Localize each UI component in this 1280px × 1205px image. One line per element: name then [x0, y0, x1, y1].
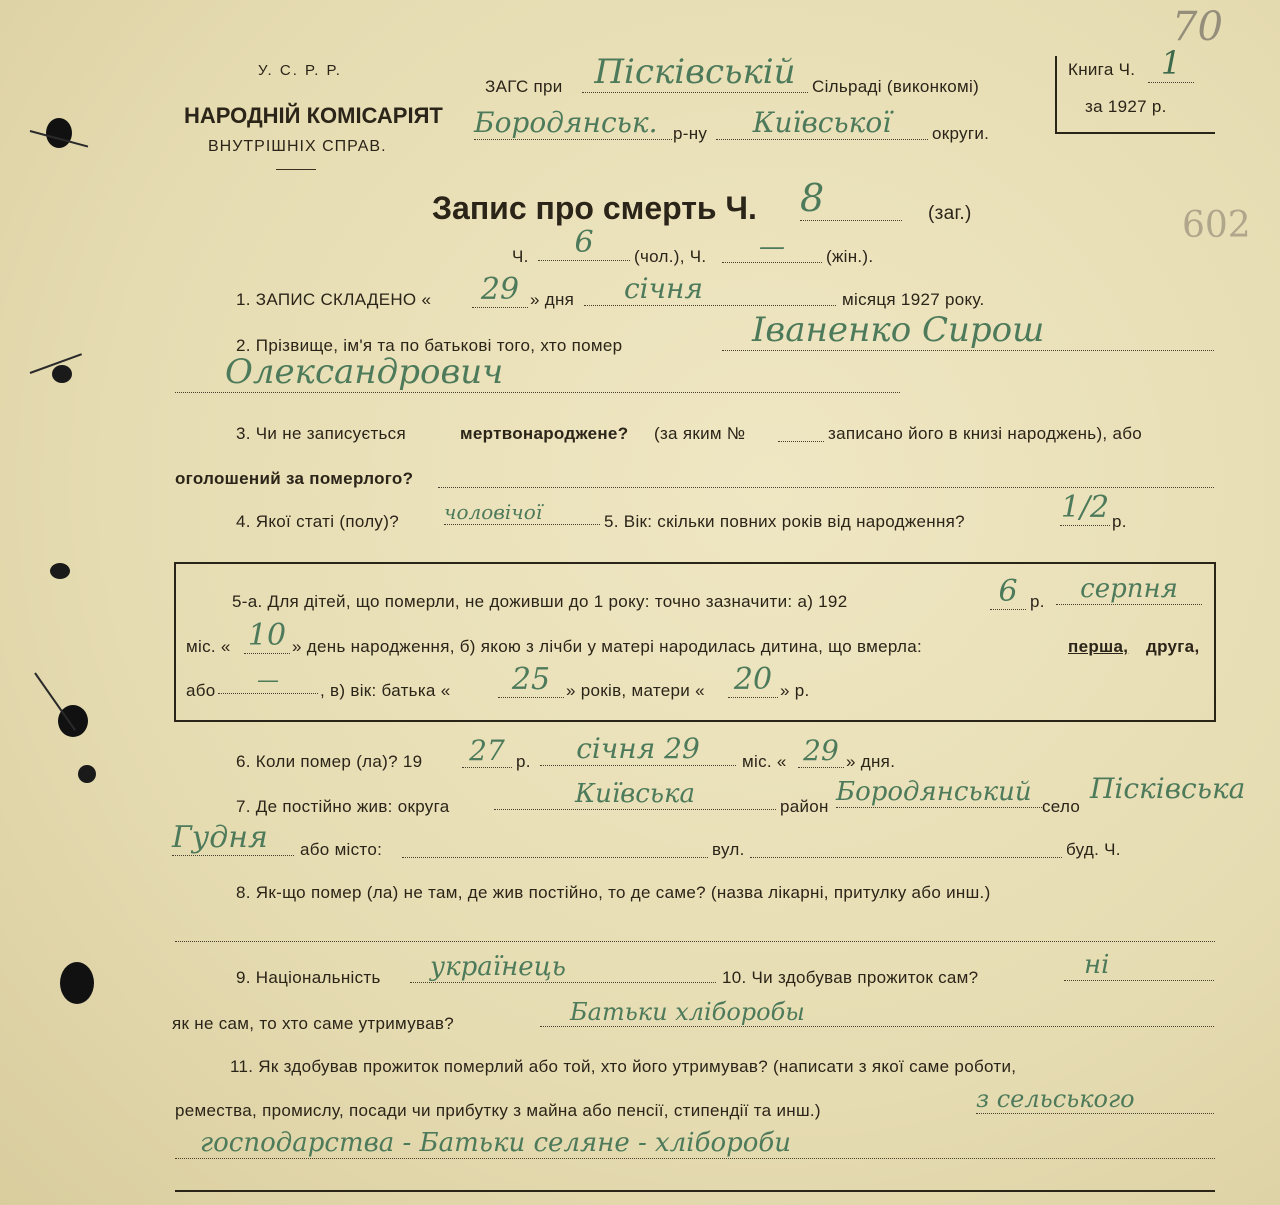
field5a-age: , в) вік: батька « — [320, 681, 451, 700]
field7-bud: буд. Ч. — [1066, 840, 1121, 859]
field10-value: ні — [1064, 950, 1214, 981]
commissariat-title: НАРОДНІЙ КОМІСАРІЯТ — [184, 103, 443, 128]
field11-line1: 11. Як здобував прожиток померлий або той, хто його утримував? (написати з якої саме роботи, — [230, 1057, 1017, 1076]
field10-line2: як не сам, то хто саме утримував? — [172, 1014, 454, 1033]
male-suffix: (чол.), Ч. — [634, 247, 707, 266]
book-year: за 1927 р. — [1085, 97, 1167, 116]
binding-hole — [78, 765, 96, 783]
paper-crack — [34, 672, 76, 730]
field6-year: 27 — [462, 734, 512, 768]
field10-value2: Батьки хліборобы — [540, 998, 1214, 1027]
binding-hole — [60, 962, 94, 1004]
field5a-first: перша, — [1068, 637, 1129, 656]
field8-text: 8. Як-що помер (ла) не там, де жив постійно, то де саме? (назва лікарні, притулку або инш.) — [236, 883, 991, 902]
field2-value2: Олександрович — [175, 352, 900, 393]
field6-mis: міс. « — [742, 752, 787, 771]
field10-prefix: 10. Чи здобував прожиток сам? — [722, 968, 979, 987]
field7-selo-value2: Гудня — [172, 820, 294, 856]
field5a-day: 10 — [244, 618, 290, 654]
field5a-prefix: 5-а. Для дітей, що померли, не доживши до 1 року: точно зазначити: а) 192 — [232, 592, 848, 611]
field5a-month: серпня — [1056, 574, 1202, 605]
field5a-r: р. — [1030, 592, 1045, 611]
field6-r: р. — [516, 752, 531, 771]
field5a-abo: або — [186, 681, 216, 700]
field5a-father: 25 — [498, 662, 564, 698]
field5a-mother: 20 — [728, 662, 778, 698]
field3-line1c: записано його в книзі народжень), або — [828, 424, 1143, 443]
male-prefix: Ч. — [512, 247, 529, 266]
field8-blank — [175, 940, 1215, 942]
field5a-mis: міс. « — [186, 637, 231, 656]
bottom-rule — [175, 1190, 1215, 1192]
field1-prefix: 1. ЗАПИС СКЛАДЕНО « — [236, 290, 432, 309]
field7-vul-blank — [750, 856, 1062, 858]
field1-suffix: місяця 1927 року. — [842, 290, 985, 309]
field5a-year: 6 — [990, 574, 1026, 610]
field7-misto-blank — [402, 856, 708, 858]
binding-hole — [52, 365, 72, 383]
field5a-years: » років, матери « — [566, 681, 705, 700]
okruga-value: Київської — [716, 106, 928, 140]
field3-line2-blank — [438, 486, 1214, 488]
field7-selo-value: Пісківська — [1090, 772, 1246, 805]
district-value: Бородянськ. — [474, 106, 672, 140]
field6-prefix: 6. Коли помер (ла)? 19 — [236, 752, 423, 771]
record-title: Запис про смерть Ч. — [432, 190, 757, 226]
field11-value2: господарства - Батьки селяне - хлібороби — [175, 1128, 1215, 1159]
district-suffix: р-ну — [673, 124, 708, 143]
field11-value1: з сельського — [976, 1085, 1214, 1114]
zags-suffix: Сільраді (виконкомі) — [812, 77, 980, 96]
field5-prefix: 5. Вік: скільки повних років від народження? — [604, 512, 965, 531]
male-count: 6 — [538, 225, 630, 261]
field4-value: чоловічої — [444, 500, 600, 525]
field6-end: » дня. — [846, 752, 896, 771]
ussr-label: У. С. Р. Р. — [258, 62, 342, 79]
binding-hole — [46, 118, 72, 148]
book-label: Книга Ч. — [1068, 60, 1136, 79]
field3-line1b: (за яким № — [654, 424, 746, 443]
field5-suffix: р. — [1112, 512, 1127, 531]
field3-number-blank — [778, 440, 824, 442]
field5a-abo-value: — — [218, 668, 318, 694]
okruga-suffix: округи. — [932, 124, 990, 143]
field7-misto: або місто: — [300, 840, 383, 859]
field2-prefix: 2. Прізвище, ім'я та по батькові того, хто помер — [236, 336, 623, 355]
field6-month: січня 29 — [540, 732, 736, 766]
field5a-mid: » день народження, б) якою з лічби у матері народилась дитина, що вмерла: — [292, 637, 923, 656]
female-count: — — [722, 232, 822, 263]
field3-line1: 3. Чи не записується — [236, 424, 406, 443]
zags-prefix: ЗАГС при — [485, 77, 563, 96]
field4-prefix: 4. Якої статі (полу)? — [236, 512, 399, 531]
field3-line2: оголошений за померлого? — [175, 469, 414, 488]
binding-hole — [50, 563, 70, 579]
field11-line2: ремества, промислу, посади чи прибутку з майна або пенсії, стипендії та инш.) — [175, 1101, 821, 1120]
field5-value: 1/2 — [1060, 490, 1110, 525]
field7-prefix: 7. Де постійно жив: округа — [236, 797, 450, 816]
field9-value: українець — [410, 952, 716, 983]
book-value: 1 — [1148, 44, 1194, 83]
header-rule — [276, 169, 316, 170]
field5a-end: » р. — [780, 681, 810, 700]
side-number: 602 — [1182, 205, 1251, 246]
field9-prefix: 9. Національність — [236, 968, 381, 987]
female-suffix: (жін.). — [826, 247, 874, 266]
field7-selo: село — [1042, 797, 1081, 816]
field3-bold: мертвонароджене? — [460, 424, 629, 443]
field2-value1: Іваненко Сирош — [722, 310, 1214, 351]
field7-raion: район — [780, 797, 829, 816]
field7-okruga: Київська — [494, 779, 776, 810]
archive-mark: 70 — [1172, 4, 1223, 50]
field6-day: 29 — [798, 734, 844, 768]
field7-vul: вул. — [712, 840, 745, 859]
zags-value: Пісківській — [582, 52, 808, 93]
field1-day: 29 — [472, 272, 528, 308]
commissariat-subtitle: ВНУТРІШНІХ СПРАВ. — [208, 138, 387, 155]
field1-month: січня — [584, 272, 836, 306]
record-number: 8 — [800, 176, 902, 221]
record-suffix: (заг.) — [928, 203, 972, 224]
field7-raion-value: Бородянський — [836, 777, 1042, 808]
field5a-second: друга, — [1146, 637, 1200, 656]
field1-mid: » дня — [530, 290, 575, 309]
